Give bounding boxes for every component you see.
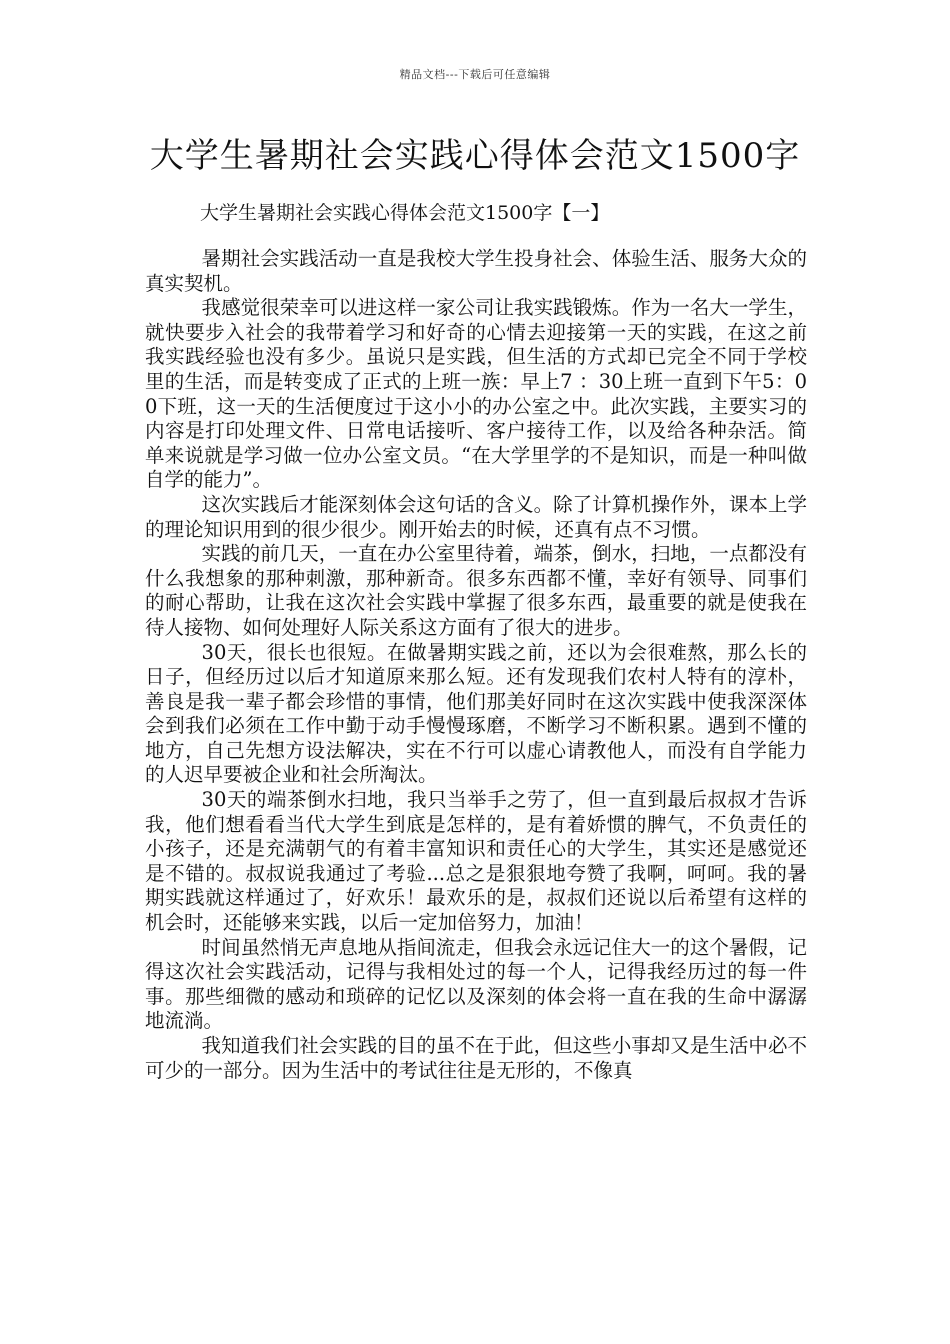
paragraph: 我知道我们社会实践的目的虽不在于此，但这些小事却又是生活中必不可少的一部分。因为生活中的考试往往是无形的，不像真 (145, 1034, 807, 1082)
paragraph: 30天的端茶倒水扫地，我只当举手之劳了，但一直到最后叔叔才告诉我，他们想看看当代大学生到底是怎样的，是有着娇惯的脾气，不负责任的小孩子，还是充满朝气的有着丰富知识和责任心的大学生，其实还是感觉还是不错的。叔叔说我通过了考验...总之是狠狠地夸赞了我啊，呵呵。我的暑期实践就这样通过了，好欢乐！最欢乐的是，叔叔们还说以后希望有这样的机会时，还能够来实践，以后一定加倍努力，加油！ (145, 788, 807, 935)
paragraph: 这次实践后才能深刻体会这句话的含义。除了计算机操作外，课本上学的理论知识用到的很少很少。刚开始去的时候，还真有点不习惯。 (145, 492, 807, 541)
paragraph: 实践的前几天，一直在办公室里待着，端茶，倒水，扫地，一点都没有什么我想象的那种刺激，那种新奇。很多东西都不懂，幸好有领导、同事们的耐心帮助，让我在这次社会实践中掌握了很多东西，最重要的就是使我在待人接物、如何处理好人际关系这方面有了很大的进步。 (145, 542, 807, 639)
document-subtitle: 大学生暑期社会实践心得体会范文1500字【一】 (200, 202, 610, 224)
paragraph: 我感觉很荣幸可以进这样一家公司让我实践锻炼。作为一名大一学生，就快要步入社会的我带着学习和好奇的心情去迎接第一天的实践，在这之前我实践经验也没有多少。虽说只是实践，但生活的方式却已完全不同于学校里的生活，而是转变成了正式的上班一族：早上7 ：30上班一直到下午5：00下班，这一天的生活便度过于这小小的办公室之中。此次实践，主要实习的内容是打印处理文件、日常电话接听、客户接待工作，以及给各种杂活。简单来说就是学习做一位办公室文员。“在大学里学的不是知识，而是一种叫做自学的能力”。 (145, 296, 807, 492)
paragraph: 暑期社会实践活动一直是我校大学生投身社会、体验生活、服务大众的真实契机。 (145, 247, 807, 295)
header-note: 精品文档---下载后可任意编辑 (399, 68, 551, 81)
document-body (145, 247, 807, 1083)
paragraph: 30天，很长也很短。在做暑期实践之前，还以为会很难熬，那么长的日子，但经历过以后才知道原来那么短。还有发现我们农村人特有的淳朴，善良是我一辈子都会珍惜的事情，他们那美好同时在这次实践中使我深深体会到我们必须在工作中勤于动手慢慢琢磨，不断学习不断积累。遇到不懂的地方，自己先想方设法解决，实在不行可以虚心请教他人，而没有自学能力的人迟早要被企业和社会所淘汰。 (145, 640, 807, 787)
document-title: 大学生暑期社会实践心得体会范文1500字 (149, 136, 801, 176)
paragraph: 时间虽然悄无声息地从指间流走，但我会永远记住大一的这个暑假，记得这次社会实践活动，记得与我相处过的每一个人，记得我经历过的每一件事。那些细微的感动和琐碎的记忆以及深刻的体会将一直在我的生命中潺潺地流淌。 (145, 935, 807, 1033)
